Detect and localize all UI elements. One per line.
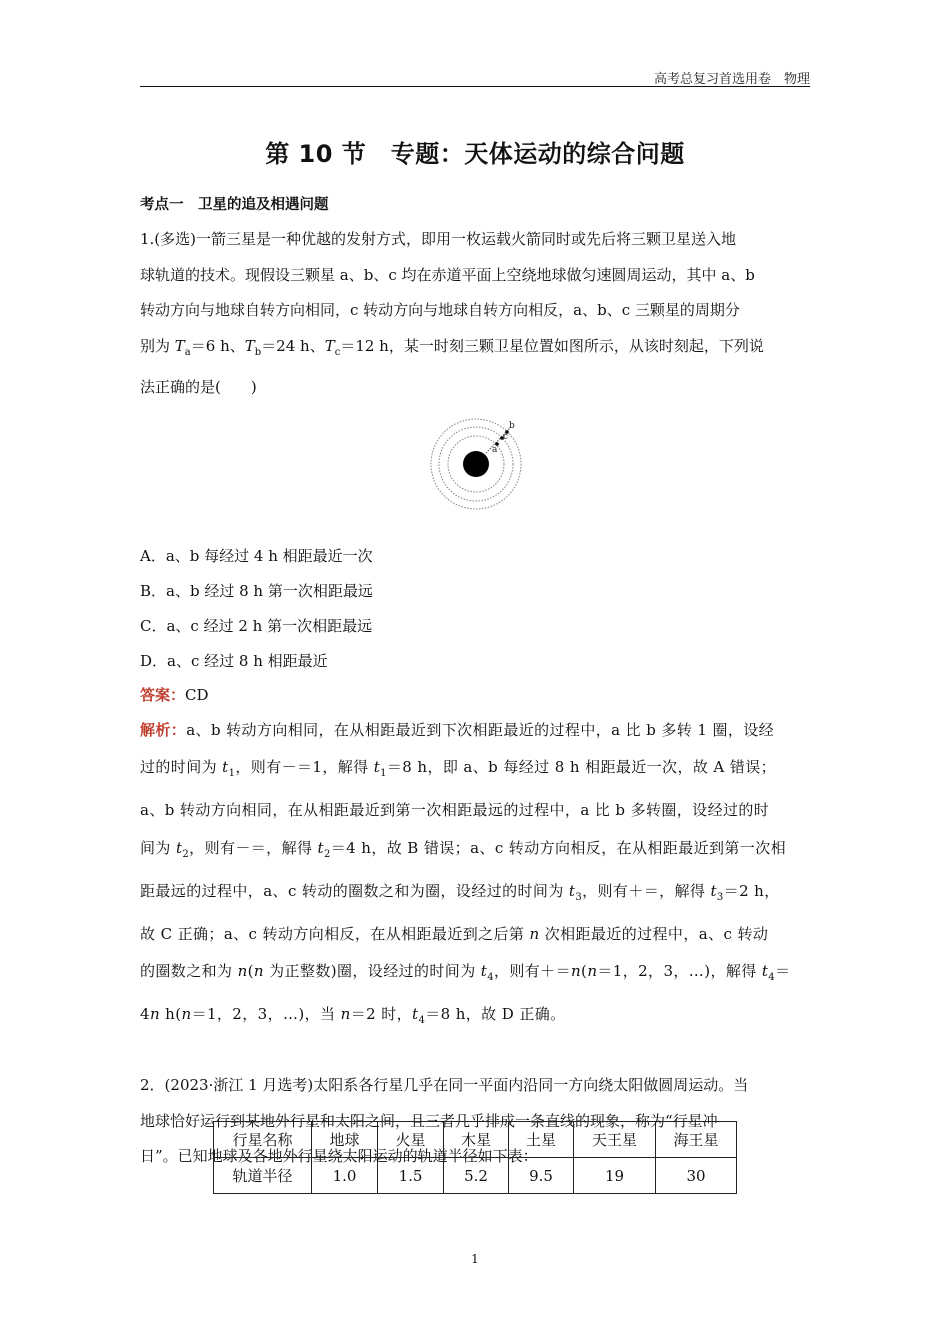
table-row xyxy=(214,1122,737,1158)
analysis-line-7: 的圈数之和为 n(n 为正整数)圈，设经过的时间为 $t_4$，则有＋＝n(n＝1，2，3，…)，解得 $t_4=$ xyxy=(140,962,791,984)
table-cell: 1.5 xyxy=(378,1158,444,1194)
analysis-line-5: 距最远的过程中，a、c 转动的圈数之和为圈，设经过的时间为 $t_3$，则有＋＝，解得 $t_3=2$ h， xyxy=(140,881,780,903)
option-b: B．a、b 经过 8 h 第一次相距最远 xyxy=(140,582,373,600)
analysis-block xyxy=(140,712,810,1040)
option-a: A．a、b 每经过 4 h 相距最近一次 xyxy=(140,547,373,565)
table-cell: 行星名称 xyxy=(214,1122,312,1158)
analysis-line-8: 4n h(n＝1，2，3，…)，当 n＝2 时，$t_4=8$ h，故 D 正确。 xyxy=(140,1005,566,1027)
table-cell: 地球 xyxy=(312,1122,378,1158)
analysis-line-6: 故 C 正确；a、c 转动方向相反，在从相距最近到之后第 n 次相距最近的过程中，a、c 转动 xyxy=(140,925,769,944)
table-cell: 轨道半径 xyxy=(214,1158,312,1194)
table-cell: 5.2 xyxy=(444,1158,509,1194)
table-cell: 火星 xyxy=(378,1122,444,1158)
label-b: b xyxy=(509,421,515,431)
answer-label: 答案： xyxy=(140,686,186,704)
orbit-radius-table xyxy=(213,1121,737,1194)
q1-line-2: 球轨道的技术。现假设三颗星 a、b、c 均在赤道平面上空绕地球做匀速圆周运动，其中 a、b xyxy=(140,265,755,284)
analysis-line-1: 解析：a、b 转动方向相同，在从相距最近到下次相距最近的过程中，a 比 b 多转 1 圈，设经 xyxy=(140,721,775,739)
q1-line-5: 法正确的是( ) xyxy=(140,378,257,396)
q1-line-3: 转动方向与地球自转方向相同，c 转动方向与地球自转方向相反，a、b、c 三颗星的周期分 xyxy=(140,301,740,319)
analysis-label: 解析： xyxy=(140,721,187,739)
label-c: c xyxy=(503,432,509,442)
page-number: 1 xyxy=(471,1252,479,1266)
table-cell: 土星 xyxy=(509,1122,574,1158)
answer-line xyxy=(140,684,209,705)
table-cell: 30 xyxy=(656,1158,737,1194)
analysis-line-2: 过的时间为 $t_1$，则有－＝1，解得 $t_1=8$ h，即 a、b 每经过 8 h 相距最近一次，故 A 错误； xyxy=(140,758,777,780)
table-cell: 9.5 xyxy=(509,1158,574,1194)
table-cell: 19 xyxy=(574,1158,656,1194)
orbit-diagram xyxy=(420,412,530,522)
table-cell: 海王星 xyxy=(656,1122,737,1158)
q2-line-1: 2．(2023·浙江 1 月选考)太阳系各行星几乎在同一平面内沿同一方向绕太阳做圆周运动。当 xyxy=(140,1076,749,1094)
section-heading: 考点一 卫星的追及相遇问题 xyxy=(140,197,329,213)
question-1 xyxy=(140,222,810,406)
analysis-line-3: a、b 转动方向相同，在从相距最近到第一次相距最远的过程中，a 比 b 多转圈，设经过的时 xyxy=(140,801,770,820)
label-a: a xyxy=(492,445,498,455)
header-rule xyxy=(140,86,810,87)
option-d: D．a、c 经过 8 h 相距最近 xyxy=(140,652,328,670)
running-header: 高考总复习首选用卷 物理 xyxy=(653,72,810,87)
answer-value: CD xyxy=(185,686,209,704)
page-title: 第 10 节 专题：天体运动的综合问题 xyxy=(265,140,685,168)
table-cell: 1.0 xyxy=(312,1158,378,1194)
earth-disc xyxy=(463,451,489,477)
q2-line-2: 地球恰好运行到某地外行星和太阳之间，且三者几乎排成一条直线的现象，称为“行星冲 xyxy=(140,1111,718,1130)
table-cell: 木星 xyxy=(444,1122,509,1158)
q1-line-1: 1.(多选)一箭三星是一种优越的发射方式，即用一枚运载火箭同时或先后将三颗卫星送入地 xyxy=(140,230,737,248)
analysis-line-4: 间为 $t_2$，则有－＝，解得 $t_2=4$ h，故 B 错误；a、c 转动方向相反，在从相距最近到第一次相 xyxy=(140,838,786,860)
q1-line-4: 别为 $T_a=6$ h、$T_b=24$ h、$T_c=12$ h，某一时刻三颗卫星位置如图所示，从该时刻起，下列说 xyxy=(140,336,764,358)
option-c: C．a、c 经过 2 h 第一次相距最远 xyxy=(140,617,373,635)
table-cell: 天王星 xyxy=(574,1122,656,1158)
table-row xyxy=(214,1158,737,1194)
q2-line-3: 日”。已知地球及各地外行星绕太阳运动的轨道半径如下表： xyxy=(140,1147,538,1165)
